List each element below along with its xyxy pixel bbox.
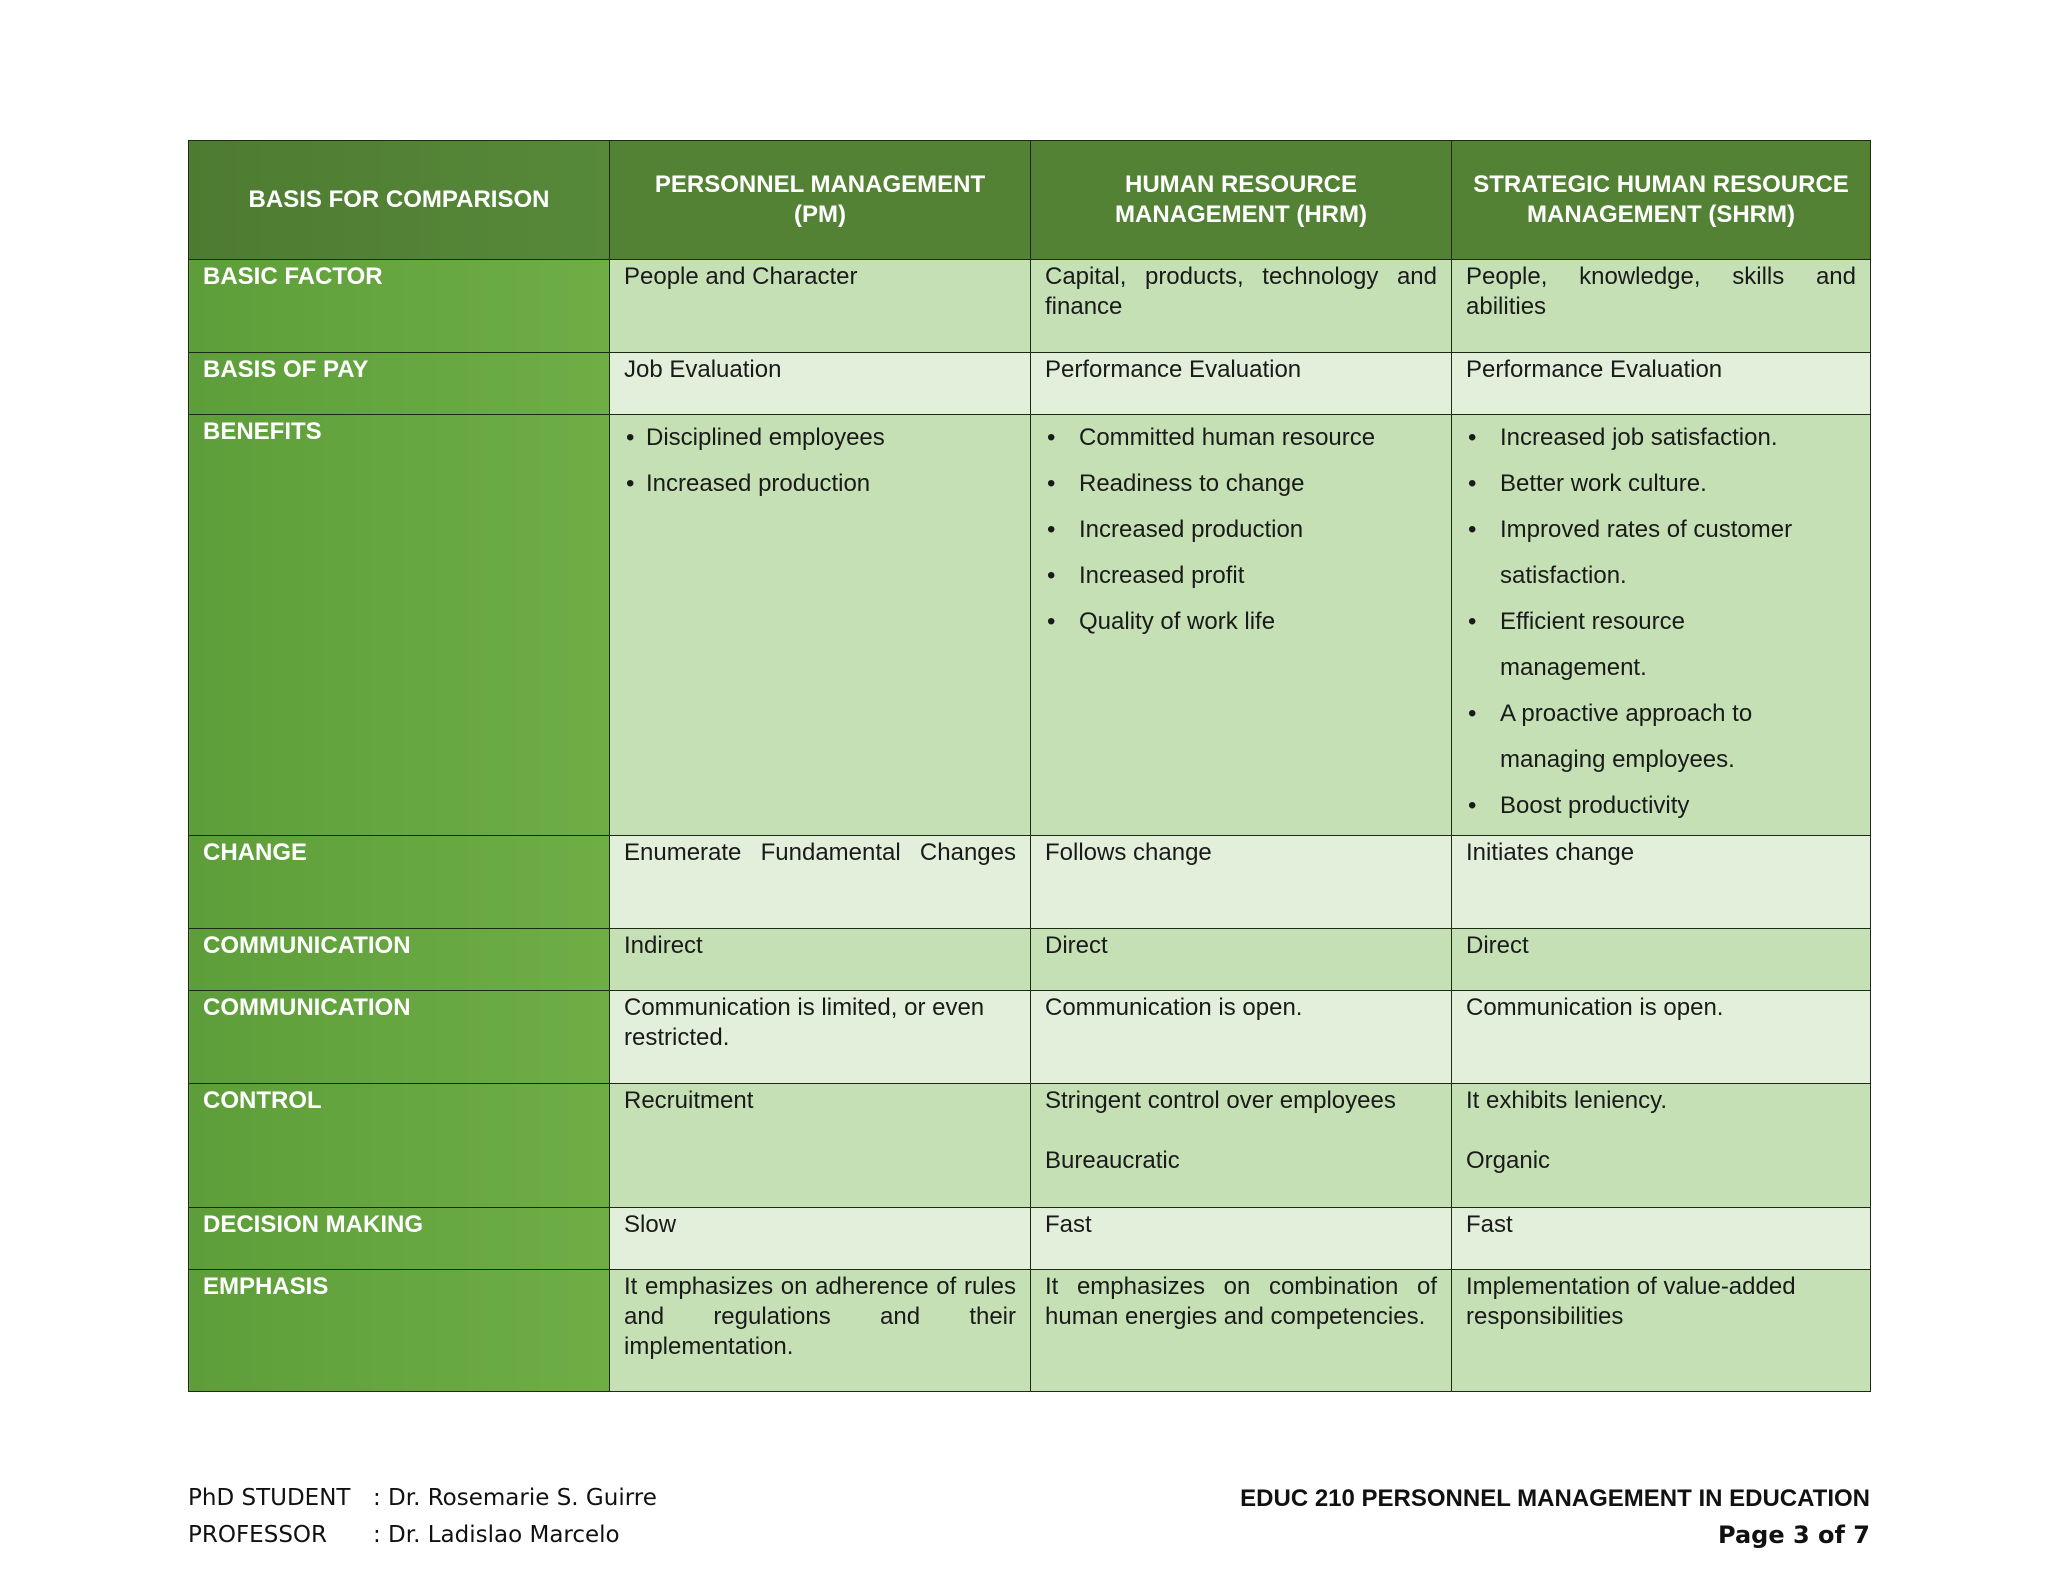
- list-item: • Disciplined employees: [624, 415, 1016, 461]
- change-pm-line1: [624, 838, 1016, 868]
- professor-name: : Dr. Ladislao Marcelo: [373, 1522, 620, 1548]
- cell-pm: People and Character: [610, 260, 1031, 353]
- row-label-decision-making: DECISION MAKING: [189, 1208, 610, 1270]
- table-row: [189, 260, 1871, 353]
- cell-pm: Recruitment: [610, 1084, 1031, 1208]
- list-item: • Increased production: [1045, 507, 1437, 553]
- change-pm-text: Enumerate Fundamental Changes: [624, 839, 1016, 866]
- cell-shrm: Fast: [1452, 1208, 1871, 1270]
- row-label-communication: COMMUNICATION: [189, 991, 610, 1084]
- table-row: [189, 415, 1871, 836]
- cell-pm: Job Evaluation: [610, 353, 1031, 415]
- cell-pm: Slow: [610, 1208, 1031, 1270]
- cell-hrm: Performance Evaluation: [1031, 353, 1452, 415]
- cell-hrm: [1031, 415, 1452, 836]
- list-item: • Increased production: [624, 461, 1016, 507]
- cell-hrm: Capital, products, technology and finance: [1031, 260, 1452, 353]
- list-item: • Improved rates of customer satisfaction.: [1466, 507, 1830, 599]
- cell-shrm: People, knowledge, skills and abilities: [1452, 260, 1871, 353]
- list-item: • Quality of work life: [1045, 599, 1437, 645]
- cell-shrm: [1452, 1084, 1871, 1208]
- header-hrm: HUMAN RESOURCE MANAGEMENT (HRM): [1031, 141, 1452, 260]
- row-label-basis-of-pay: BASIS OF PAY: [189, 353, 610, 415]
- cell-pm: [610, 836, 1031, 929]
- cell-hrm: Direct: [1031, 929, 1452, 991]
- cell-shrm: Performance Evaluation: [1452, 353, 1871, 415]
- row-label-change: CHANGE: [189, 836, 610, 929]
- table-row: [189, 353, 1871, 415]
- benefits-list-pm: [624, 415, 1016, 507]
- footer-course-info: [1240, 1480, 1870, 1554]
- footer-student-row: [188, 1480, 657, 1517]
- student-name: : Dr. Rosemarie S. Guirre: [373, 1485, 657, 1511]
- student-label: PhD STUDENT: [188, 1485, 351, 1511]
- list-item: • Readiness to change: [1045, 461, 1437, 507]
- list-item: • Efficient resource management.: [1466, 599, 1750, 691]
- comparison-table: [188, 140, 1871, 1392]
- cell-pm: Indirect: [610, 929, 1031, 991]
- page-number: Page 3 of 7: [1718, 1521, 1870, 1549]
- cell-hrm: Follows change: [1031, 836, 1452, 929]
- list-item: • Increased profit: [1045, 553, 1437, 599]
- list-item: • A proactive approach to managing employees.: [1466, 691, 1790, 783]
- list-item: • Better work culture.: [1466, 461, 1856, 507]
- control-hrm-line: Stringent control over employees: [1045, 1087, 1396, 1114]
- course-title: EDUC 210 PERSONNEL MANAGEMENT IN EDUCATION: [1240, 1485, 1870, 1512]
- control-hrm-line: Bureaucratic: [1045, 1147, 1180, 1174]
- header-row: [189, 141, 1871, 260]
- cell-pm: It emphasizes on adherence of rules and regulations and their implementation.: [610, 1270, 1031, 1392]
- list-item: • Increased job satisfaction.: [1466, 415, 1856, 461]
- cell-pm: Communication is limited, or even restricted.: [610, 991, 1031, 1084]
- table-row: [189, 836, 1871, 929]
- table-row: [189, 991, 1871, 1084]
- cell-shrm: Implementation of value-added responsibilities: [1452, 1270, 1871, 1392]
- control-shrm-line: Organic: [1466, 1147, 1551, 1174]
- table-row: [189, 1084, 1871, 1208]
- footer-professor-row: [188, 1517, 657, 1554]
- table-row: [189, 1208, 1871, 1270]
- cell-shrm: Direct: [1452, 929, 1871, 991]
- cell-pm: [610, 415, 1031, 836]
- cell-hrm: Communication is open.: [1031, 991, 1452, 1084]
- row-label-benefits: BENEFITS: [189, 415, 610, 836]
- cell-shrm: Communication is open.: [1452, 991, 1871, 1084]
- control-shrm-line: It exhibits leniency.: [1466, 1087, 1667, 1114]
- cell-hrm: Fast: [1031, 1208, 1452, 1270]
- footer-credits: [188, 1480, 657, 1554]
- header-pm: PERSONNEL MANAGEMENT (PM): [610, 141, 1031, 260]
- benefits-list-shrm: [1466, 415, 1856, 829]
- cell-hrm: It emphasizes on combination of human energies and competencies.: [1031, 1270, 1452, 1392]
- table-row: [189, 929, 1871, 991]
- row-label-control: CONTROL: [189, 1084, 610, 1208]
- table-row: [189, 1270, 1871, 1392]
- list-item: • Committed human resource: [1045, 415, 1437, 461]
- professor-label: PROFESSOR: [188, 1522, 327, 1548]
- row-label-communication: COMMUNICATION: [189, 929, 610, 991]
- benefits-list-hrm: [1045, 415, 1437, 645]
- header-basis: BASIS FOR COMPARISON: [189, 141, 610, 260]
- header-shrm: STRATEGIC HUMAN RESOURCE MANAGEMENT (SHRM): [1452, 141, 1871, 260]
- cell-shrm: [1452, 415, 1871, 836]
- row-label-basic-factor: BASIC FACTOR: [189, 260, 610, 353]
- list-item: • Boost productivity: [1466, 783, 1856, 829]
- cell-shrm: Initiates change: [1452, 836, 1871, 929]
- cell-hrm: [1031, 1084, 1452, 1208]
- row-label-emphasis: EMPHASIS: [189, 1270, 610, 1392]
